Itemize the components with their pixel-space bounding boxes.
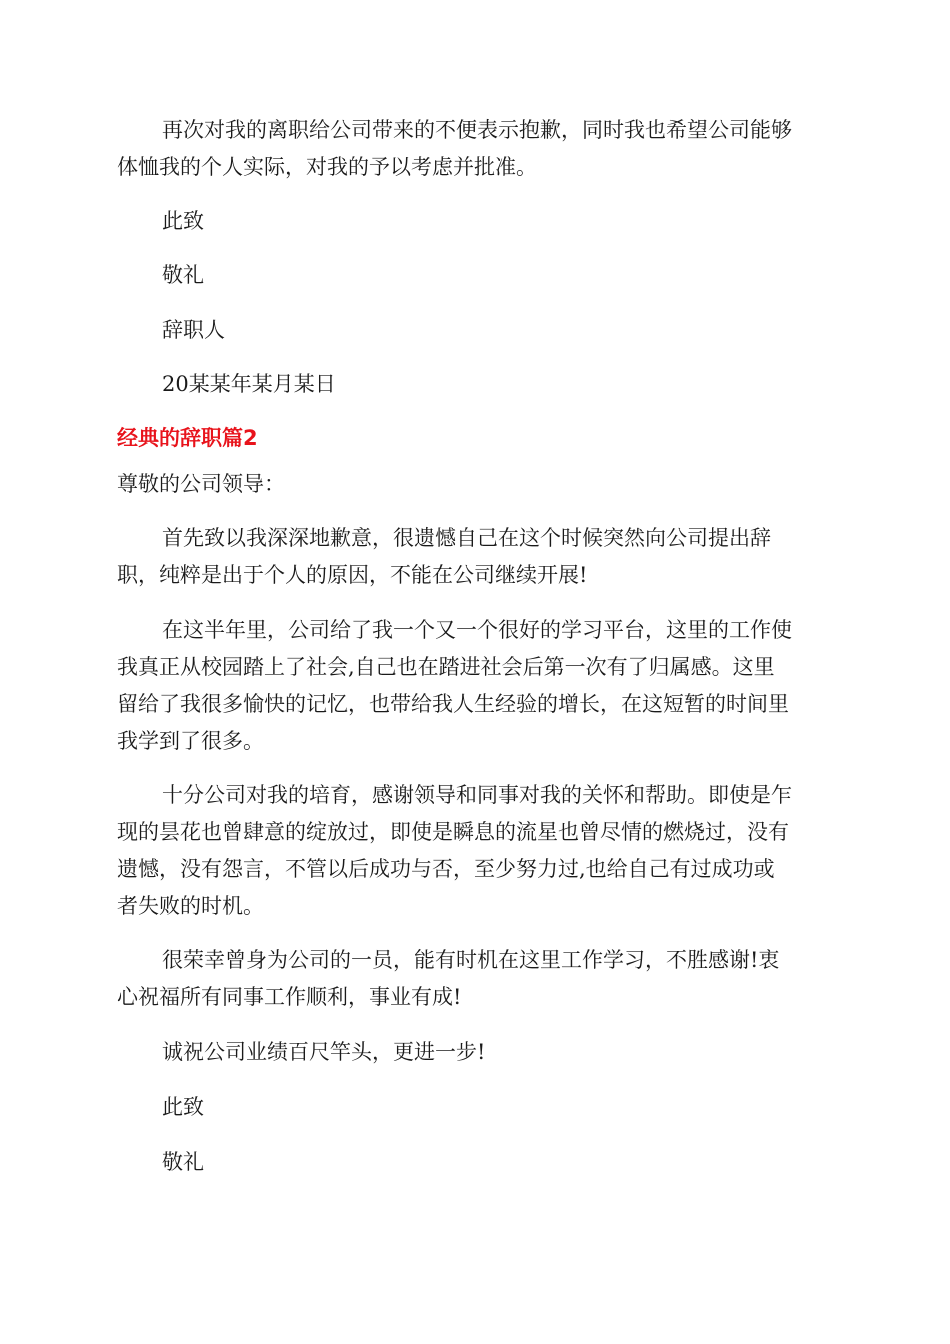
closing-jingli: 敬礼: [162, 263, 204, 287]
paragraph-line: 很荣幸曾身为公司的一员，能有时机在这里工作学习，不胜感谢!衷: [162, 948, 780, 972]
date-line: 20某某年某月某日: [162, 372, 336, 396]
paragraph-line: 留给了我很多愉快的记忆，也带给我人生经验的增长，在这短暂的时间里: [117, 692, 789, 716]
paragraph-half-year: [117, 612, 833, 760]
closing-cizhi: 此致: [162, 1095, 204, 1119]
paragraph-line: 心祝福所有同事工作顺利，事业有成!: [117, 985, 462, 1009]
paragraph-line: 者失败的时机。: [117, 894, 264, 918]
closing-jingli: 敬礼: [162, 1150, 204, 1174]
paragraph-line: 首先致以我深深地歉意，很遗憾自己在这个时候突然向公司提出辞: [162, 526, 771, 550]
paragraph-line: 职，纯粹是出于个人的原因，不能在公司继续开展!: [117, 563, 588, 587]
paragraph-line: 遗憾，没有怨言，不管以后成功与否，至少努力过,也给自己有过成功或: [117, 857, 775, 881]
paragraph-line: 再次对我的离职给公司带来的不便表示抱歉，同时我也希望公司能够: [162, 118, 792, 142]
signature-label: 辞职人: [162, 318, 225, 342]
paragraph-line: 十分公司对我的培育，感谢领导和同事对我的关怀和帮助。即使是乍: [162, 783, 792, 807]
paragraph-wishes: 诚祝公司业绩百尺竿头，更进一步!: [162, 1040, 486, 1064]
paragraph-line: 体恤我的个人实际，对我的予以考虑并批准。: [117, 155, 537, 179]
section-heading: 经典的辞职篇2: [117, 426, 258, 450]
closing-cizhi: 此致: [162, 209, 204, 233]
paragraph-line: 现的昙花也曾肆意的绽放过，即使是瞬息的流星也曾尽情的燃烧过，没有: [117, 820, 789, 844]
paragraph-apology-reason: [117, 520, 833, 594]
paragraph-honored: [117, 942, 833, 1016]
paragraph-line: 我真正从校园踏上了社会,自己也在踏进社会后第一次有了归属感。这里: [117, 655, 775, 679]
paragraph-line: 在这半年里，公司给了我一个又一个很好的学习平台，这里的工作使: [162, 618, 792, 642]
paragraph-gratitude: [117, 777, 833, 925]
paragraph-line: 我学到了很多。: [117, 729, 264, 753]
salutation: 尊敬的公司领导：: [117, 472, 285, 496]
paragraph-apology: [117, 112, 833, 186]
